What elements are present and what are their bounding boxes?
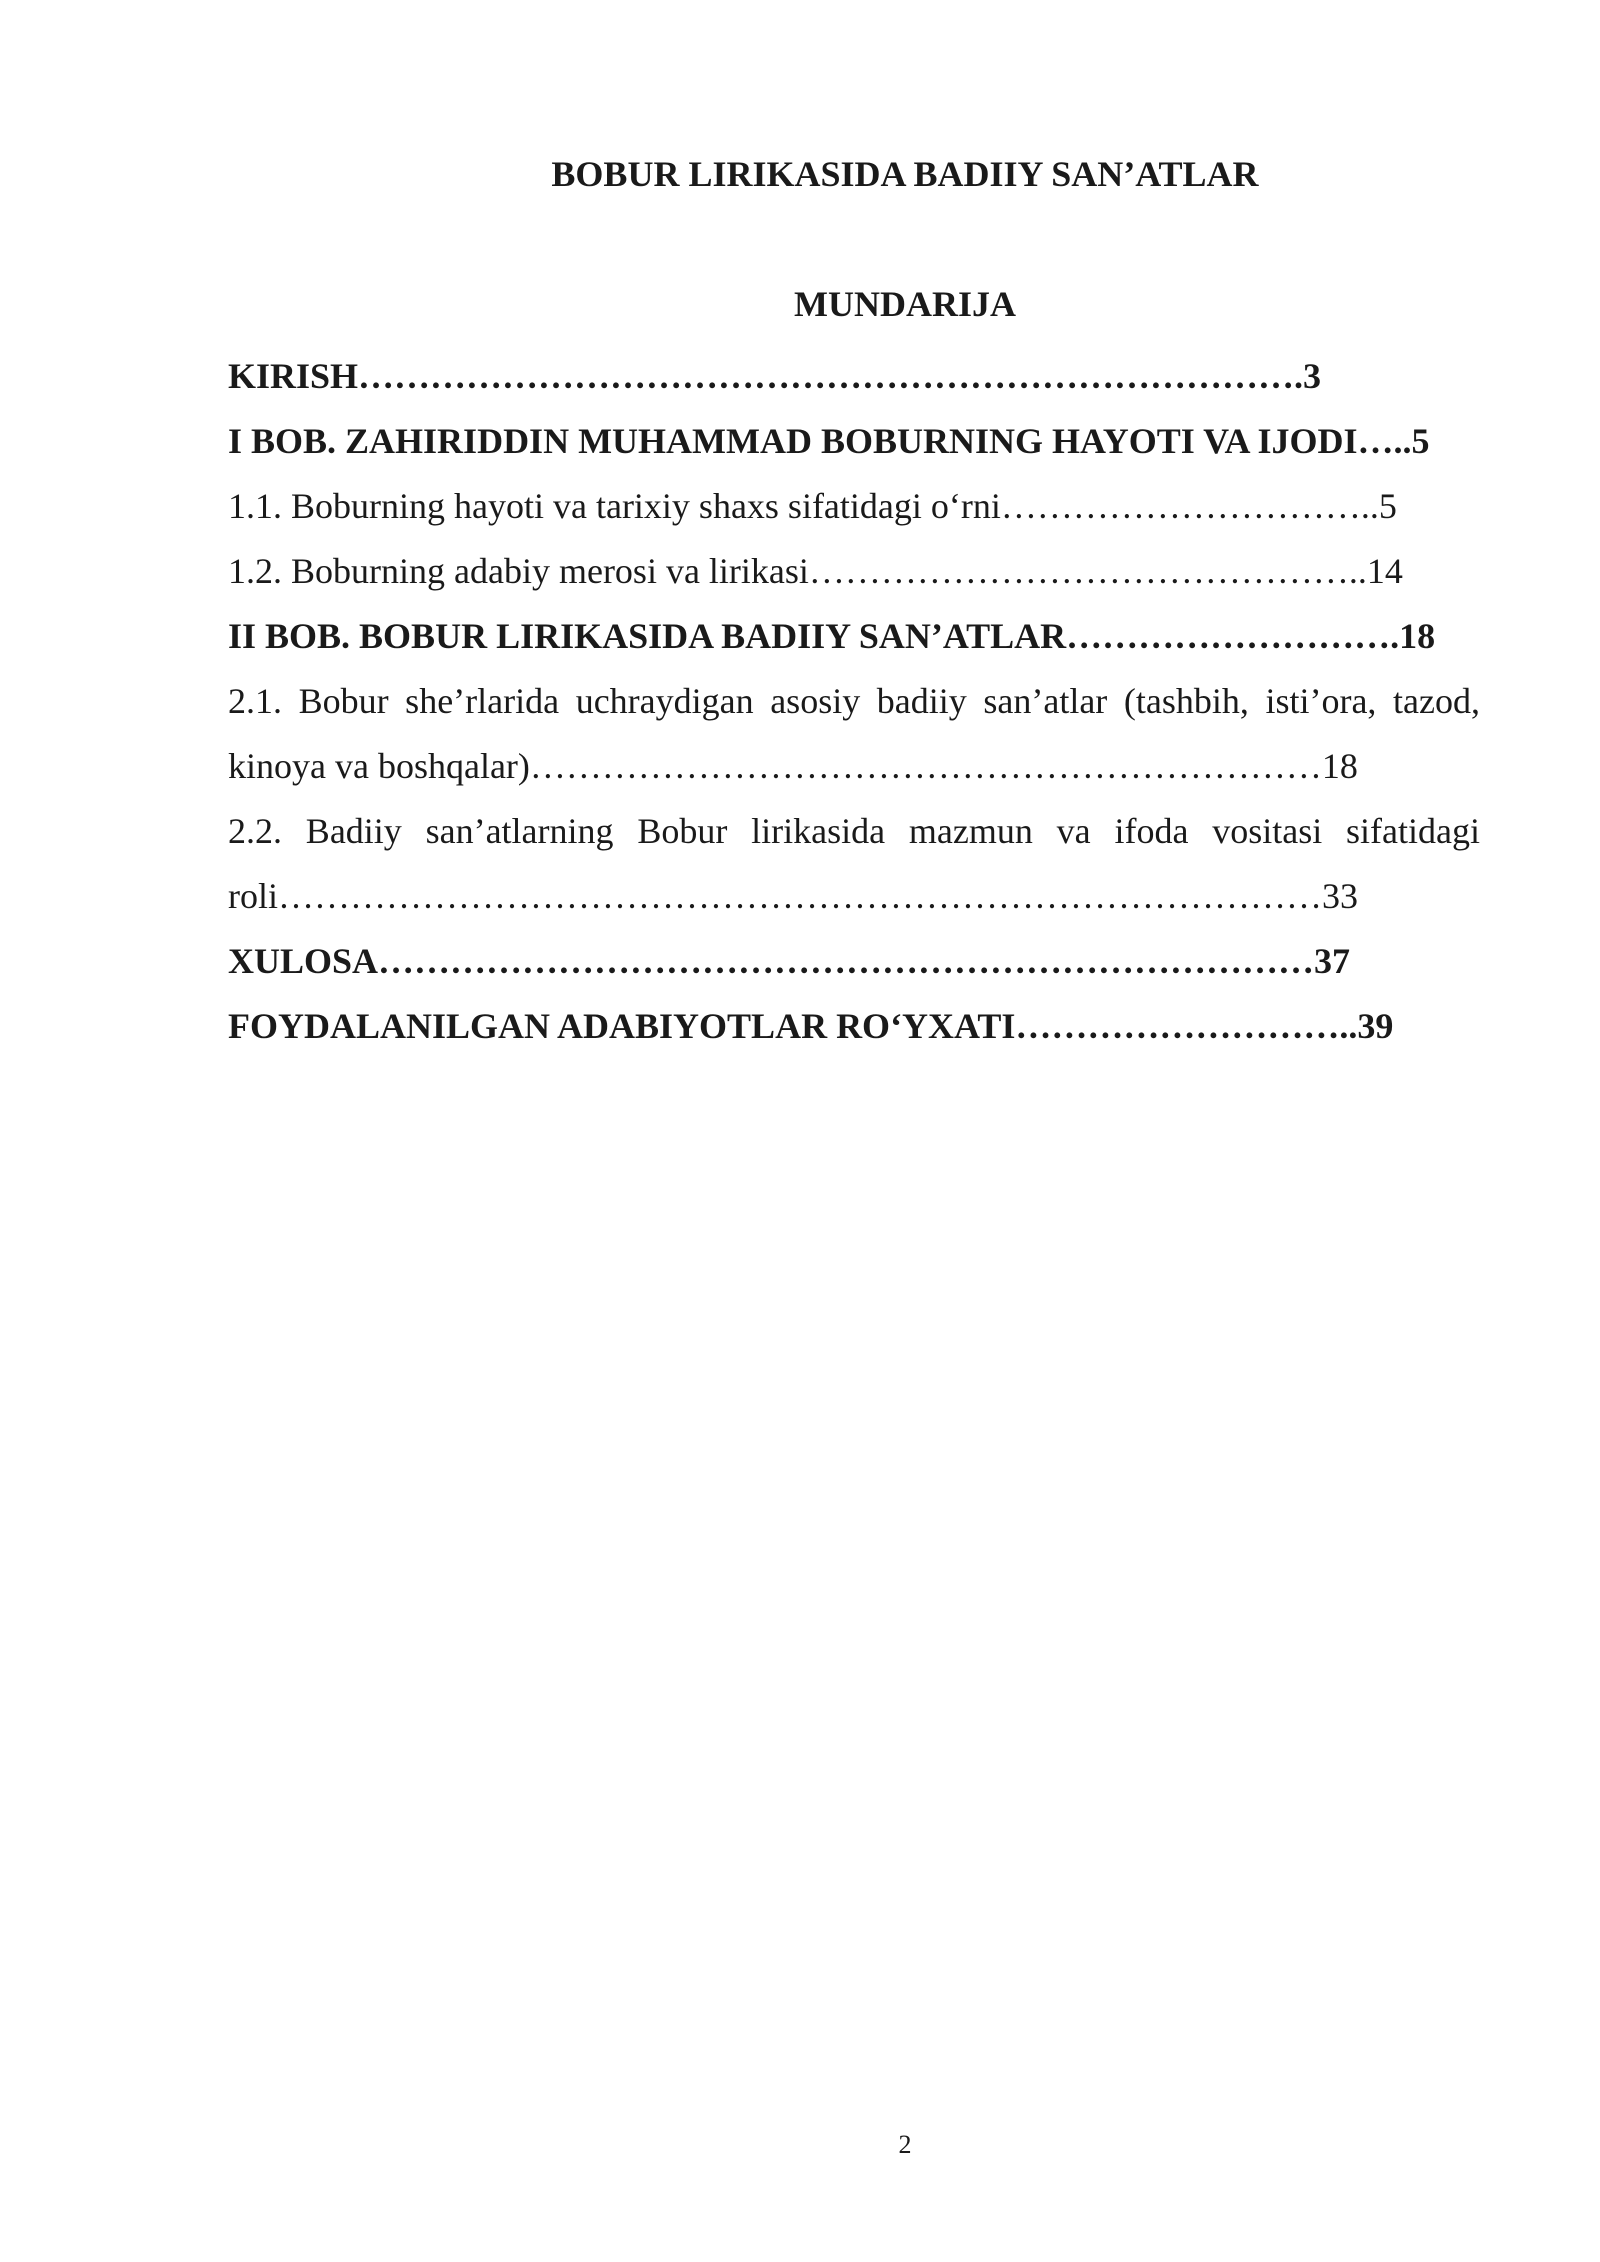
toc-entry-section-1-1: 1.1. Boburning hayoti va tarixiy shaxs sifatidagi o‘rni…………………………..5 <box>228 486 1397 526</box>
toc-entry-conclusion: XULOSA……………………………………………………………………37 <box>228 941 1351 981</box>
document-title: BOBUR LIRIKASIDA BADIIY SAN’ATLAR <box>551 154 1259 194</box>
toc-entry-references: FOYDALANILGAN ADABIYOTLAR RO‘YXATI………………………..39 <box>228 1006 1394 1046</box>
toc-heading: MUNDARIJA <box>794 284 1016 324</box>
toc-entry-section-2-2: 2.2. Badiiy san’atlarning Bobur lirikasida mazmun va ifoda vositasi sifatidagi roli……………………………………………………………………………33 <box>228 811 1480 916</box>
toc-entry-section-1-2: 1.2. Boburning adabiy merosi va lirikasi………………………………………..14 <box>228 551 1403 591</box>
toc-entry-introduction: KIRISH…………………………………………………………………….3 <box>228 356 1322 396</box>
table-of-contents <box>228 344 1480 1059</box>
toc-entry-section-2-1: 2.1. Bobur she’rlarida uchraydigan asosiy badiiy san’atlar (tashbih, isti’ora, tazod, kinoya va boshqalar)…………………………………………………………18 <box>228 681 1480 786</box>
toc-entry-chapter-1: I BOB. ZAHIRIDDIN MUHAMMAD BOBURNING HAYOTI VA IJODI…..5 <box>228 421 1430 461</box>
toc-entry-chapter-2: II BOB. BOBUR LIRIKASIDA BADIIY SAN’ATLAR……………………….18 <box>228 616 1436 656</box>
page-number: 2 <box>898 2130 912 2159</box>
